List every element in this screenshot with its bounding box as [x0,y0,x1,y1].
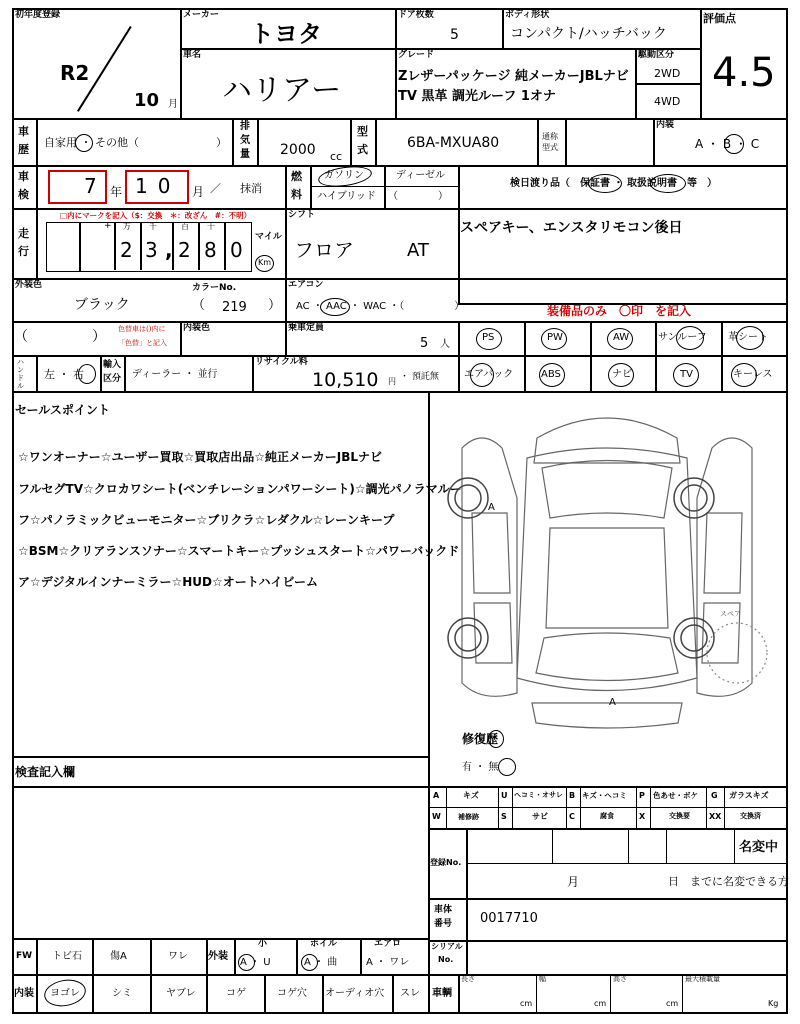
shift-label: シフト [288,210,316,220]
history-label-a: 車 [18,125,29,138]
interior-label: 内装 [656,120,675,130]
legend-s-desc: サビ [532,812,548,821]
grade-label: グレード [398,50,435,60]
interior-item-1: ヨゴレ [50,988,80,999]
fuel-label-a: 燃 [291,170,302,183]
capacity-label: 乗車定員 [288,323,325,333]
length-unit: cm [520,999,533,1008]
repair-label: 修復歴 [462,732,499,746]
maker: トヨタ [250,20,322,48]
recycle-label: リサイクル料 [255,357,308,367]
aero-label: エアロ [374,939,402,949]
interior-item-5: コゲ穴 [277,988,307,999]
handle-label: ハンドル [17,358,24,390]
wheel-value: A ・ 曲 [304,957,338,968]
drive-4wd: 4WD [654,95,681,108]
import-value: ディーラー ・ 並行 [132,369,218,380]
legend-a: A [433,791,440,800]
mileage-digit-4: 8 [204,238,217,262]
legend-w-desc: 補修跡 [458,813,479,821]
mileage-separator: , [165,238,173,262]
model-code: 6BA-MXUA80 [407,135,500,151]
erased: 抹消 [240,182,262,195]
legend-u-desc: ヘコミ・オサレ [514,791,563,799]
sales-line-4: ☆BSM☆クリアランスソナー☆スマートキー☆プッシュスタート☆パワーバックド [18,544,460,558]
exterior-color-label: 外装色 [15,280,43,290]
handle-value: 左 ・ 右 [44,368,84,381]
inspect-month-unit: 月 [192,185,205,199]
equip-abs: ABS [541,369,561,380]
interior-item-3: ヤブレ [166,988,196,999]
handover-circle-2 [650,174,686,193]
mileage-label-b: 行 [18,245,29,258]
score: 4.5 [712,50,776,96]
sales-line-5: ア☆デジタルインナーミラー☆HUD☆オートハイビーム [18,575,318,589]
drive-2wd: 2WD [654,67,681,80]
handover-label: 検日渡り品（ 保証書 ・ 取扱説明書 等 ） [510,178,717,189]
legend-s: S [501,812,507,821]
registration-label: 登録No. [430,858,462,867]
equip-keyless: キーレス [733,369,773,380]
unit-ten: 十 [207,222,215,231]
drive-label: 駆動区分 [638,50,675,60]
repair-circle [498,758,516,776]
doors: 5 [450,27,459,43]
exterior-label: 外装 [208,951,228,962]
spare-label: スペア [720,610,741,618]
vin-label-b: 番号 [434,919,453,929]
car-name-label: 車名 [183,50,202,60]
fuel-diesel: ディーゼル [396,170,445,181]
body-type: コンパクト/ハッチバック [510,26,667,42]
legend-b-desc: キズ・ヘコミ [582,791,627,800]
history-circle [75,134,93,152]
km-unit: Km [258,258,272,267]
equip-leather: 革シート [728,332,768,343]
recycle-yen: 円 [388,377,396,386]
repaint-note-1: 色替車は()内に [118,325,166,333]
mileage-digit-5: 0 [230,238,243,262]
legend-a-desc: キズ [463,791,479,800]
handover-circle-1 [588,174,622,193]
type-label-b: 式 [357,143,368,156]
height-unit: cm [666,999,679,1008]
width-label: 幅 [539,975,546,983]
inspect-month: 10 [135,174,181,198]
mileage-digit-2: 3 [145,238,158,262]
disp-label-a: 排 [240,121,250,132]
doors-label: ドア枚数 [398,10,434,20]
auction-sheet: 初年度登録 R2 10 月 メーカー トヨタ 車名 ハリアー ドア枚数 5 ボディ形状 コンパクト/ハッチバック グレード Zレザーパッケージ 純メーカーJBLナビ TV 黒革 調光ルーフ 1オナ 駆動区分 2WD 4WD 評価点 4.5 車 歴 自家用 ・ その他（ ） 排 気 量 2000 cc 型 式 6BA-MXUA80 通称 型式 内装 A ・ B ・ C 車 検 7 年 10 月 ／ 抹消 燃 料 ガソリン ディーゼル ハイブリッド （ ） 検日渡り品（ 保証書 ・ 取扱説明書 等 ） 走 行 □内にマークを記入（$：交換 ＊：改ざん #：不明） + 万 千 百 十 2 3 , 2 8 0 マイル Km シフト フロア AT スペアキー、エンスタリモコン後日 外装色 ブラック カラーNo. （ 219 ） エアコン AC ・ AAC ・ WAC ・（ ） 装備品のみ 〇印 を記入 （ ） 色替車は()内に 「色替」と記入 内装色 乗車定員 5 人 PS PW AW サンルーフ 革シート ハンドル 左 ・ 右 輸入 区分 ディーラー ・ 並行 リサイクル料 10,510 円 ・ 預託無 エアバック ABS ナビ TV キーレス セールスポイント ☆ワンオーナー☆ユーザー買取☆買取店出品☆純正メーカーJBLナビ フルセグTV☆クロカワシート(ベンチレーションパワーシート)☆調光パノラマルー フ☆パノラミックビューモニター☆ブリクラ☆レダクル☆レーンキープ ☆BSM☆クリアランスソナー☆スマートキー☆プッシュスタート☆パワーバックド ア☆デジタルインナーミラー☆HUD☆オートハイビーム A A スペア 修復歴 有 ・ 無 A キズ U ヘコミ・オサレ B キズ・ヘコミ P 色あせ・ボケ G ガラスキズ W 補修跡 S サビ C 腐食 X 交換要 XX 交換済 登録No. 名変中 月 日 までに名変できる方 車体 番号 0017710 検査記入欄 FW トビ石 傷A ワレ 外装 小 A ・ U ホイル A ・ 曲 エアロ A ・ ワレ シリアル No. 内装 ヨゴレ シミ ヤブレ コゲ コゲ穴 オーディオ穴 スレ 車輌 長さ cm 幅 cm 高さ cm 最大積載量 Kg [12,8,788,1014]
first-reg-label: 初年度登録 [15,10,61,20]
body-label: ボディ形状 [505,10,550,20]
grade-line2: TV 黒革 調光ルーフ 1オナ [398,89,556,104]
equip-tv: TV [680,369,693,380]
remarks: スペアキー、エンスタリモコン後日 [460,220,683,236]
sales-title: セールスポイント [15,403,110,417]
legend-g-desc: ガラスキズ [729,791,769,800]
mileage-digit-1: 2 [120,238,133,262]
registration-day-note: 日 までに名変できる方 [668,875,789,888]
legend-p: P [639,791,645,800]
legend-x-desc: 交換要 [669,812,690,820]
color-no: 219 [222,300,247,315]
damage-mark-a1: A [488,502,495,513]
inspection-title: 検査記入欄 [15,765,76,779]
maker-label: メーカー [183,10,219,20]
damage-mark-a2: A [609,697,616,708]
color-paren-close: ） [92,329,106,345]
mileage-box-0 [46,222,80,272]
equip-ps: PS [482,332,495,343]
displacement: 2000 [280,142,316,158]
registration-month: 月 [567,875,580,889]
import-label-a: 輸入 [103,360,122,370]
inspect-label-b: 検 [18,188,29,201]
legend-b: B [569,791,576,800]
common-type-a: 通称 [542,132,558,141]
grade-line1: Zレザーパッケージ 純メーカーJBLナビ [398,69,629,84]
name-change: 名変中 [739,840,779,855]
dirt-circle [42,977,88,1010]
fuel-other: （ ） [388,191,448,202]
cc-unit: cc [330,150,343,163]
ac-circle [320,298,350,316]
legend-x: X [639,812,646,821]
equip-airbag: エアバック [464,369,514,380]
transmission: AT [407,240,429,261]
width-unit: cm [594,999,607,1008]
interior-color-label: 内装色 [183,323,211,333]
small-value: A ・ U [240,957,271,968]
mileage-digit-3: 2 [178,238,191,262]
sales-line-2: フルセグTV☆クロカワシート(ベンチレーションパワーシート)☆調光パノラマルー [18,482,462,496]
inspect-label-a: 車 [18,170,29,183]
shift-value: フロア [294,238,354,262]
sales-line-1: ☆ワンオーナー☆ユーザー買取☆買取店出品☆純正メーカーJBLナビ [18,450,383,464]
equip-sunroof: サンルーフ [658,332,707,343]
legend-c-desc: 腐食 [600,812,614,820]
legend-p-desc: 色あせ・ボケ [653,791,698,800]
equip-title: 装備品のみ 〇印 を記入 [547,304,692,318]
interior-item-4: コゲ [226,988,246,999]
wheel-label: ホイル [310,939,338,949]
bottom-interior-label: 内装 [14,988,34,999]
fuel-label-b: 料 [291,188,302,201]
repaint-note-2: 「色替」と記入 [118,339,167,347]
mileage-note: □内にマークを記入（$：交換 ＊：改ざん #：不明） [60,211,252,220]
size-label: 車輌 [432,988,452,999]
unit-thousand: 千 [149,222,157,231]
vin-value: 0017710 [480,911,538,926]
ac-value: AC ・ AAC ・ WAC ・（ ） [296,301,465,312]
car-damage-diagram [432,403,782,733]
capacity-unit: 人 [440,339,450,350]
aero-value: A ・ ワレ [366,957,410,968]
serial-label-b: No. [438,955,454,964]
sales-line-3: フ☆パノラミックビューモニター☆ブリクラ☆レダクル☆レーンキープ [18,513,395,527]
legend-u: U [501,791,508,800]
repair-value: 有 ・ 無 [462,762,499,773]
fuel-hybrid: ハイブリッド [317,191,376,202]
fw-item-2: 傷A [110,951,127,962]
color-paren-open: （ [14,329,28,345]
unit-ten-thousand: 万 [123,222,131,231]
common-type-b: 型式 [542,143,558,152]
fuel-gasoline: ガソリン [324,170,364,181]
interior-circle [724,134,744,154]
first-reg-month: 10 [134,90,160,111]
interior-grades: A ・ B ・ C [695,137,760,151]
mileage-label-a: 走 [18,227,29,240]
mile-unit: マイル [255,232,282,242]
handle-circle [78,364,96,384]
serial-label-a: シリアル [431,942,463,951]
inspect-year: 7 [84,174,97,198]
interior-item-2: シミ [112,988,132,999]
import-label-b: 区分 [103,374,122,384]
ac-label: エアコン [288,280,324,290]
history-label-b: 歴 [18,143,29,156]
exterior-color: ブラック [74,297,130,313]
equip-pw: PW [547,332,563,343]
small-label: 小 [258,939,268,949]
vin-label-a: 車体 [434,905,453,915]
fw-item-3: ワレ [168,951,188,962]
max-load-label: 最大積載量 [685,975,720,983]
inspect-year-unit: 年 [110,185,123,199]
equip-aw: AW [613,332,630,343]
fw-item-1: トビ石 [52,951,82,962]
max-load-unit: Kg [768,999,779,1008]
capacity: 5 [420,336,429,351]
first-reg-month-unit: 月 [168,99,178,110]
legend-xx-desc: 交換済 [740,812,761,820]
interior-item-7: スレ [400,988,420,999]
fw-label: FW [16,951,33,961]
legend-g: G [711,791,718,800]
legend-xx: XX [709,812,722,821]
type-label-a: 型 [357,125,368,138]
disp-label-b: 気 [240,135,250,146]
unit-hundred: 百 [181,222,189,231]
legend-w: W [432,812,441,821]
score-label: 評価点 [703,12,736,25]
length-label: 長さ [461,975,475,983]
recycle-deposit: ・ 預託無 [400,372,439,382]
color-no-label: カラーNo. [192,283,237,293]
disp-label-c: 量 [240,149,250,160]
history-value: 自家用 ・ その他（ ） [44,136,227,149]
car-name: ハリアー [222,73,342,108]
first-reg-era: R2 [60,61,90,85]
legend-c: C [569,812,575,821]
recycle-fee: 10,510 [312,369,379,391]
height-label: 高さ [613,975,627,983]
equip-navi: ナビ [612,369,632,380]
km-circle [255,255,274,272]
interior-item-6: オーディオ穴 [325,988,385,999]
